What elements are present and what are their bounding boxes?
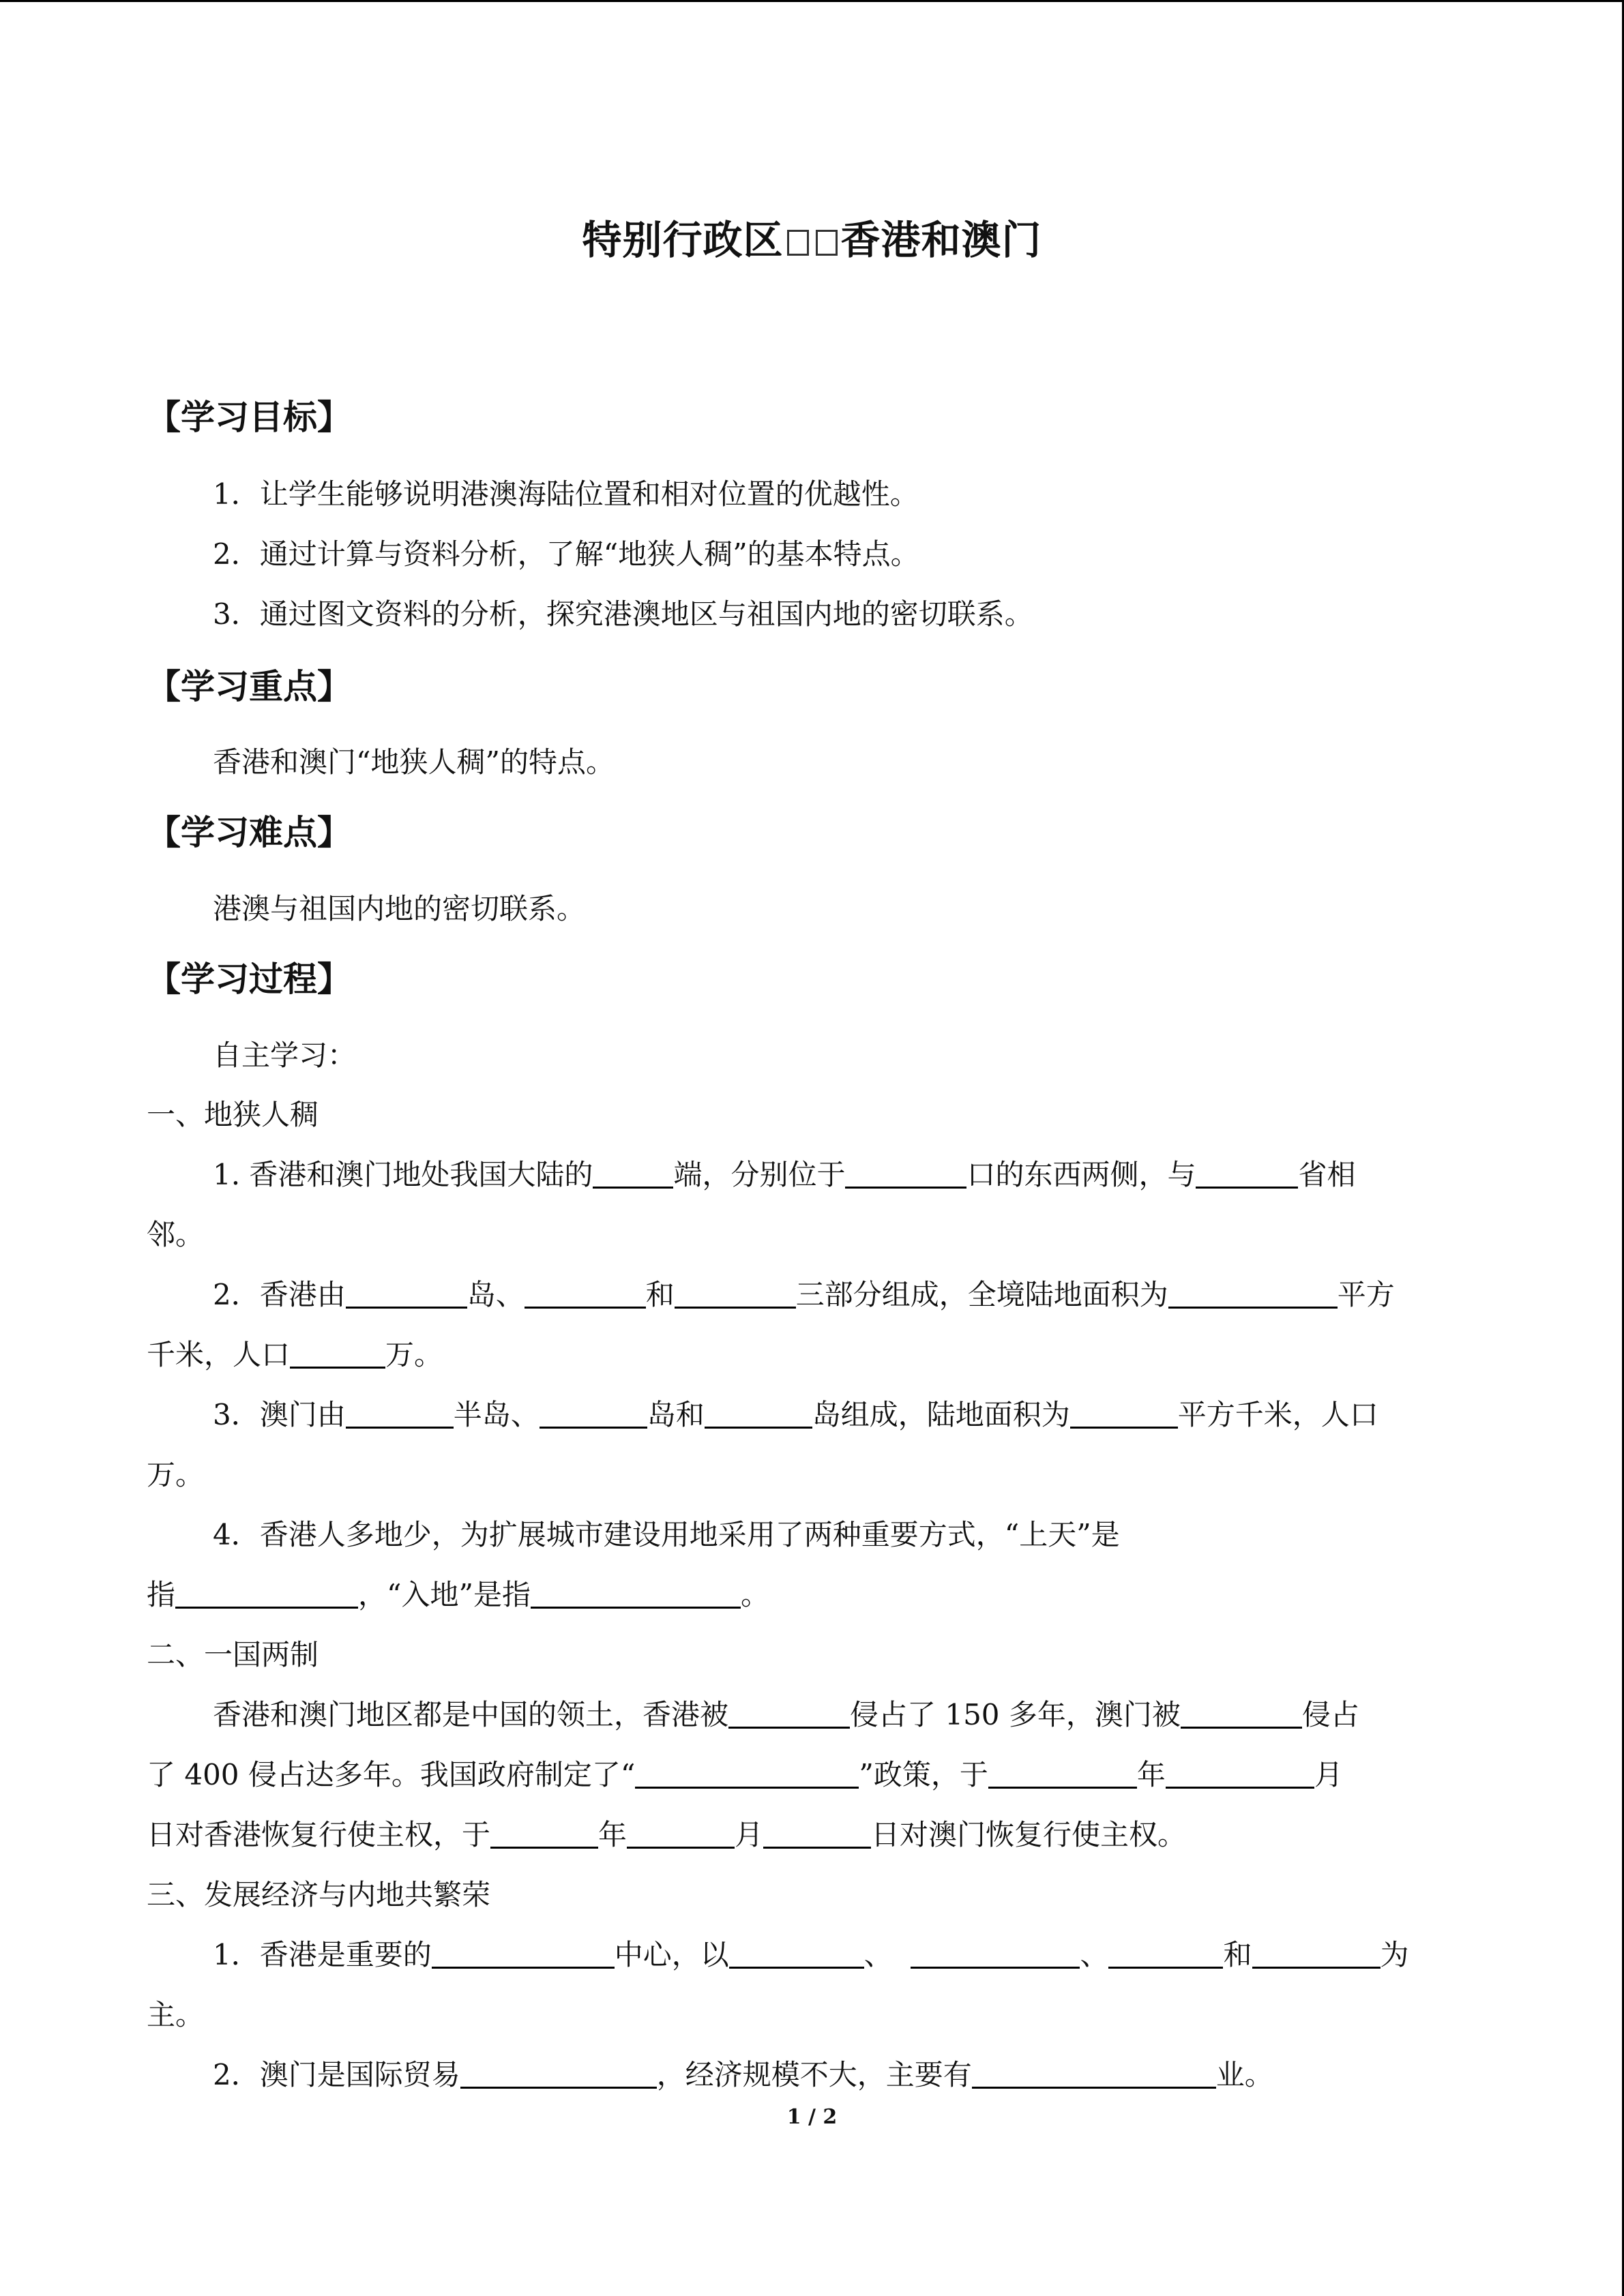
fill-blank[interactable] (1252, 1942, 1381, 1969)
fill-blank[interactable] (911, 1942, 1080, 1969)
fill-blank[interactable] (460, 2062, 657, 2089)
fill-blank[interactable] (845, 1162, 966, 1189)
fill-blank[interactable] (729, 1942, 864, 1969)
section-3-q1-cont: 主。 (147, 1998, 205, 2031)
objective-2: 2．通过计算与资料分析，了解“地狭人稠”的基本特点。 (213, 537, 919, 571)
fill-blank[interactable] (525, 1282, 646, 1309)
fill-blank[interactable] (290, 1342, 385, 1369)
section-3-title: 三、发展经济与内地共繁荣 (147, 1878, 491, 1911)
section-2-title: 二、一国两制 (147, 1638, 319, 1671)
fill-blank[interactable] (635, 1762, 859, 1789)
heading-key-points: 【学习重点】 (147, 667, 351, 706)
fill-blank[interactable] (1070, 1402, 1178, 1429)
fill-blank[interactable] (763, 1822, 871, 1849)
fill-blank[interactable] (627, 1822, 735, 1849)
objective-3: 3．通过图文资料的分析，探究港澳地区与祖国内地的密切联系。 (213, 597, 1033, 631)
fill-blank[interactable] (705, 1402, 812, 1429)
fill-blank[interactable] (346, 1402, 454, 1429)
section-1-q2: 2．香港由 岛、 和 三部分组成，全境陆地面积为 平方 (213, 1278, 1395, 1311)
section-1-q3: 3．澳门由 半岛、 岛和 岛组成，陆地面积为 平方千米，人口 (213, 1398, 1378, 1431)
objective-1: 1．让学生能够说明港澳海陆位置和相对位置的优越性。 (213, 477, 919, 511)
page-number: 1 / 2 (786, 2105, 838, 2129)
fill-blank[interactable] (175, 1582, 358, 1609)
fill-blank[interactable] (1196, 1162, 1298, 1189)
fill-blank[interactable] (346, 1282, 467, 1309)
section-3-q2: 2．澳门是国际贸易 ，经济规模不大，主要有 业。 (213, 2058, 1273, 2091)
fill-blank[interactable] (432, 1942, 615, 1969)
difficulties-text: 港澳与祖国内地的密切联系。 (213, 892, 586, 925)
heading-objectives: 【学习目标】 (147, 398, 351, 437)
fill-blank[interactable] (531, 1582, 741, 1609)
fill-blank[interactable] (988, 1762, 1137, 1789)
key-points-text: 香港和澳门“地狭人稠”的特点。 (213, 745, 615, 779)
section-1-q1-cont: 邻。 (147, 1218, 205, 1251)
fill-blank[interactable] (1168, 1282, 1338, 1309)
section-1-q1: 1. 香港和澳门地处我国大陆的 端，分别位于 口的东西两侧，与 省相 (213, 1158, 1356, 1191)
section-1-q4: 4．香港人多地少，为扩展城市建设用地采用了两种重要方式，“上天”是 (213, 1518, 1120, 1551)
section-2-line-1: 香港和澳门地区都是中国的领土，香港被 侵占了 150 多年，澳门被 侵占 (213, 1698, 1359, 1731)
section-1-q3-cont: 万。 (147, 1458, 205, 1491)
fill-blank[interactable] (540, 1402, 647, 1429)
fill-blank[interactable] (728, 1702, 850, 1729)
section-1-q2-cont: 千米，人口 万。 (147, 1338, 443, 1371)
process-intro: 自主学习： (213, 1039, 357, 1072)
section-1-title: 一、地狭人稠 (147, 1098, 319, 1131)
section-2-line-3: 日对香港恢复行使主权，于 年 月 日对澳门恢复行使主权。 (147, 1818, 1187, 1851)
section-2-line-2: 了 400 侵占达多年。我国政府制定了“ ”政策，于 年 月 (147, 1758, 1343, 1791)
heading-process: 【学习过程】 (147, 959, 351, 999)
section-3-q1: 1．香港是重要的 中心，以 、 、 和 为 (213, 1938, 1409, 1971)
fill-blank[interactable] (1181, 1702, 1302, 1729)
title-part-2: 香港和澳门 (840, 217, 1042, 263)
page-top-border (0, 0, 1624, 2)
fill-blank[interactable] (972, 2062, 1216, 2089)
page-title (0, 208, 1624, 265)
fill-blank[interactable] (593, 1162, 673, 1189)
fill-blank[interactable] (675, 1282, 796, 1309)
fill-blank[interactable] (1166, 1762, 1314, 1789)
missing-glyph-box (816, 230, 838, 256)
fill-blank[interactable] (490, 1822, 598, 1849)
missing-glyph-box (787, 230, 809, 256)
section-1-q4-cont: 指 ，“入地”是指 。 (147, 1578, 769, 1611)
title-part-1: 特别行政区 (582, 217, 784, 263)
fill-blank[interactable] (1108, 1942, 1223, 1969)
heading-difficulties: 【学习难点】 (147, 813, 351, 852)
